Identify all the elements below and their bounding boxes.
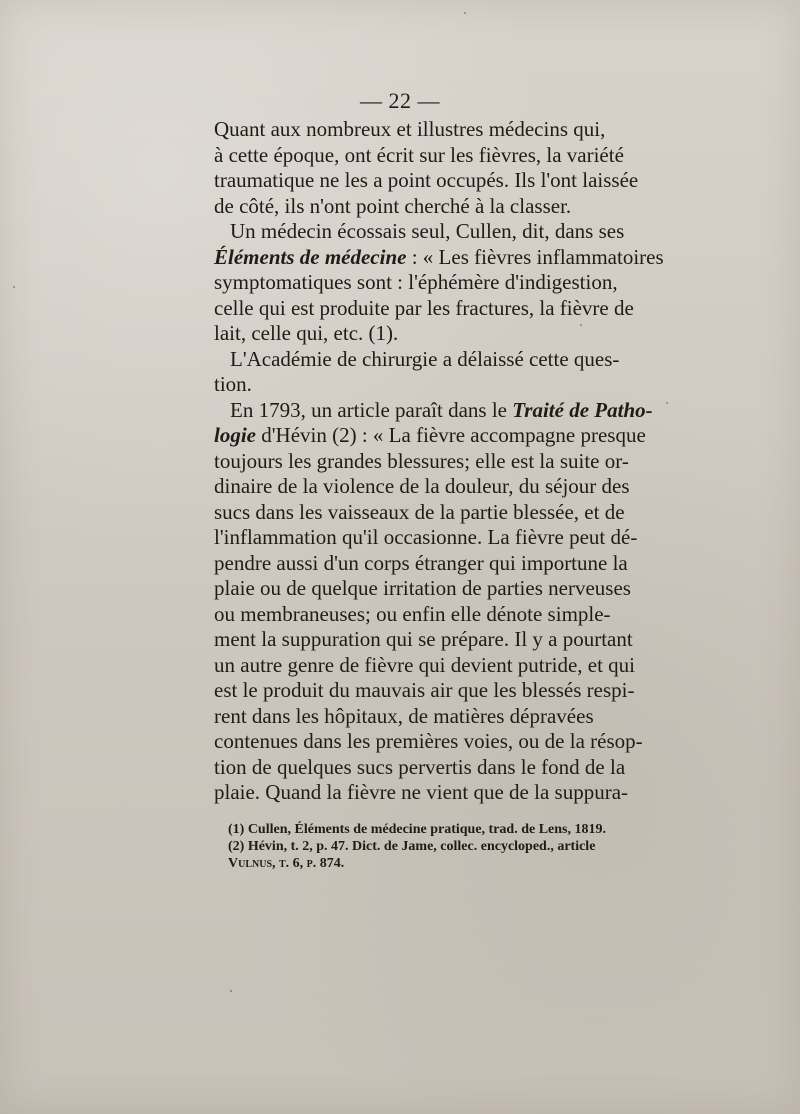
footnote-1: (1) Cullen, Éléments de médecine pratique, trad. de Lens, 1819. <box>228 822 606 837</box>
text-line-9: lait, celle qui, etc. (1). <box>214 321 399 345</box>
text-line-15: dinaire de la violence de la douleur, du séjour des <box>214 474 630 498</box>
paper-speck-2 <box>13 286 15 288</box>
footnote-2: (2) Hévin, t. 2, p. 47. Dict. de Jame, collec. encycloped., article <box>228 839 596 854</box>
paper-speck-1 <box>464 12 466 14</box>
text-line-12-start: En 1793, un article paraît dans le <box>230 397 513 422</box>
paper-speck-5 <box>580 324 582 326</box>
text-line-6-rest: : « Les fièvres inflammatoires <box>411 244 664 269</box>
text-line-12 <box>214 397 653 424</box>
text-line-17: l'inflammation qu'il occasionne. La fièvre peut dé- <box>214 525 638 549</box>
text-line-22: un autre genre de fièvre qui devient putride, et qui <box>214 652 636 677</box>
text-line-5: Un médecin écossais seul, Cullen, dit, dans ses <box>230 219 625 243</box>
italic-elements-title: Éléments de médecine <box>214 244 407 269</box>
text-line-8: celle qui est produite par les fractures, la fièvre de <box>214 295 634 320</box>
text-line-26: tion de quelques sucs pervertis dans le fond de la <box>214 754 626 779</box>
text-line-10: L'Académie de chirurgie a délaissé cette ques- <box>230 346 620 371</box>
body-text <box>214 117 664 806</box>
page-number: — 22 — <box>360 88 440 113</box>
text-line-25: contenues dans les premières voies, ou de la résop- <box>214 729 643 753</box>
text-line-3: traumatique ne les a point occupés. Ils l'ont laissée <box>214 168 639 192</box>
text-line-4: de côté, ils n'ont point cherché à la classer. <box>214 193 572 218</box>
italic-logie-word: logie <box>214 423 256 447</box>
footnotes <box>228 821 648 872</box>
text-line-7: symptomatiques sont : l'éphémère d'indigestion, <box>214 270 618 294</box>
text-line-14: toujours les grandes blessures; elle est la suite or- <box>214 448 629 473</box>
text-line-6 <box>214 244 664 271</box>
text-line-1: Quant aux nombreux et illustres médecins qui, <box>214 117 606 141</box>
footnote-3-text: Vulnus, t. 6, p. 874. <box>228 856 345 871</box>
text-line-13 <box>214 423 648 449</box>
footnote-3 <box>228 855 648 872</box>
text-line-11: tion. <box>214 372 252 396</box>
text-line-13-rest: d'Hévin (2) : « La fièvre accompagne presque <box>256 423 646 447</box>
paper-speck-3 <box>230 990 232 992</box>
text-line-19: plaie ou de quelque irritation de parties nerveuses <box>214 576 631 600</box>
text-line-27: plaie. Quand la fièvre ne vient que de la suppura- <box>214 780 629 804</box>
text-line-20: ou membraneuses; ou enfin elle dénote simple- <box>214 601 611 626</box>
text-line-21: ment la suppuration qui se prépare. Il y a pourtant <box>214 627 633 651</box>
italic-traite-title: Traité de Patho- <box>512 397 653 422</box>
text-line-2: à cette époque, ont écrit sur les fièvres, la variété <box>214 142 624 167</box>
paper-speck-4 <box>666 402 668 404</box>
text-line-23: est le produit du mauvais air que les blessés respi- <box>214 678 635 702</box>
text-line-18: pendre aussi d'un corps étranger qui importune la <box>214 550 628 575</box>
text-line-24: rent dans les hôpitaux, de matières dépravées <box>214 703 594 728</box>
text-line-16: sucs dans les vaisseaux de la partie blessée, et de <box>214 499 625 524</box>
